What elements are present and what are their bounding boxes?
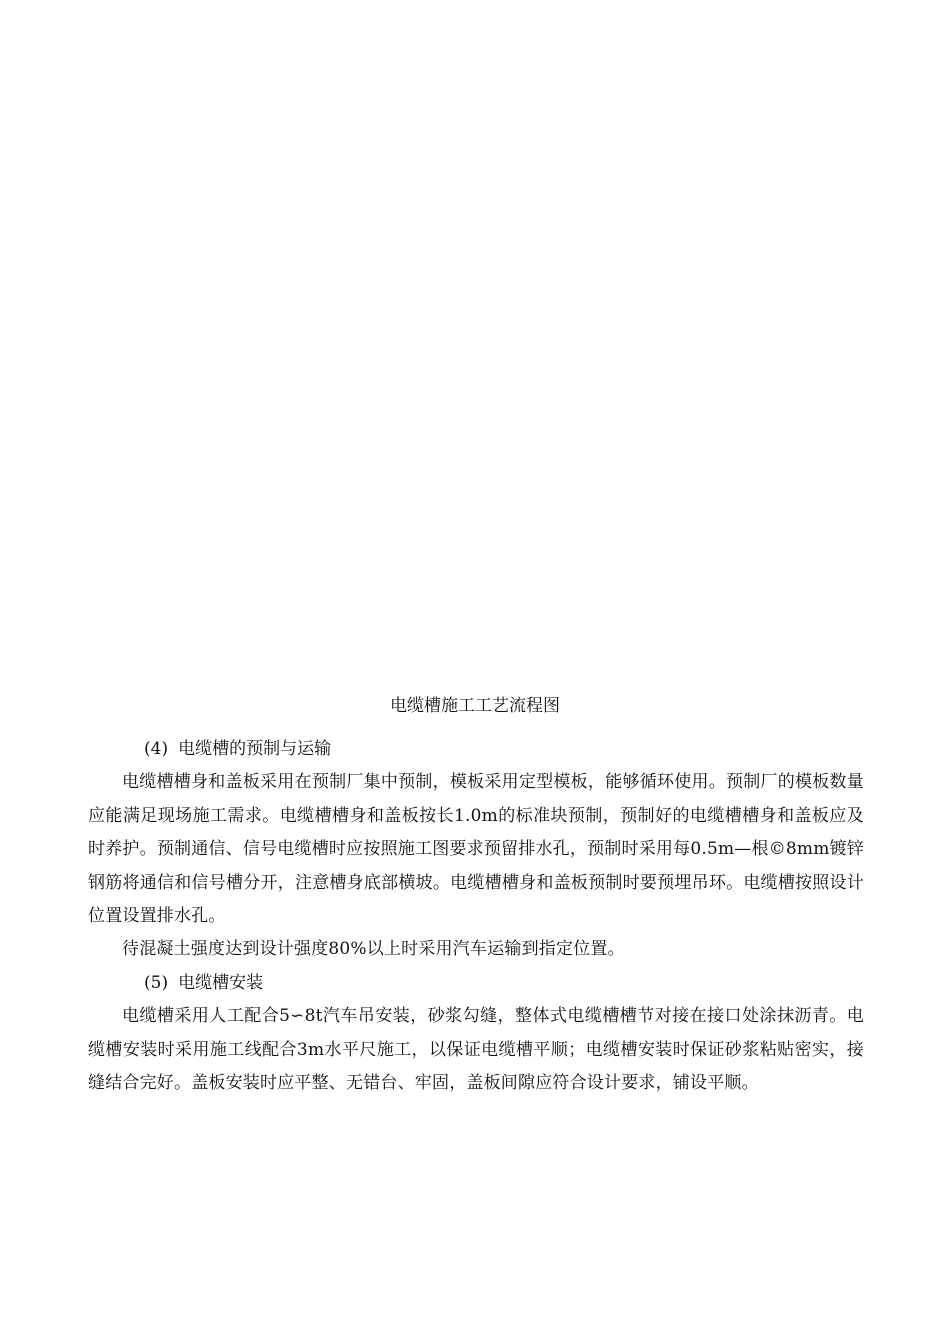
figure-caption: 电缆槽施工工艺流程图	[390, 696, 560, 716]
section-heading-4	[88, 733, 864, 766]
section-number: (4)	[144, 739, 169, 759]
section-title: 电缆槽安装	[178, 972, 264, 993]
body-paragraph: 电缆槽采用人工配合5∽8t汽车吊安装，砂浆勾缝，整体式电缆槽槽节对接在接口处涂抹沥青。电缆槽安装时采用施工线配合3m水平尺施工，以保证电缆槽平顺；电缆槽安装时保证砂浆粘贴密实，接缝结合完好。盖板安装时应平整、无错台、牢固，盖板间隙应符合设计要求，铺设平顺。	[88, 1006, 864, 1094]
flowchart-figure-area	[88, 40, 862, 680]
body-paragraph: 电缆槽槽身和盖板采用在预制厂集中预制，模板采用定型模板，能够循环使用。预制厂的模板数量应能满足现场施工需求。电缆槽槽身和盖板按长1.0m的标准块预制，预制好的电缆槽槽身和盖板应及时养护。预制通信、信号电缆槽时应按照施工图要求预留排水孔，预制时采用每0.5m—根©8mm镀锌钢筋将通信和信号槽分开，注意槽身底部横坡。电缆槽槽身和盖板预制时要预埋吊环。电缆槽按照设计位置设置排水孔。	[88, 772, 864, 927]
document-body	[88, 733, 864, 1100]
section-number: (5)	[144, 972, 169, 993]
body-paragraph: 待混凝土强度达到设计强度80%以上时采用汽车运输到指定位置。	[122, 939, 625, 960]
section-title: 电缆槽的预制与运输	[178, 739, 332, 759]
section-heading-5	[88, 967, 864, 1000]
